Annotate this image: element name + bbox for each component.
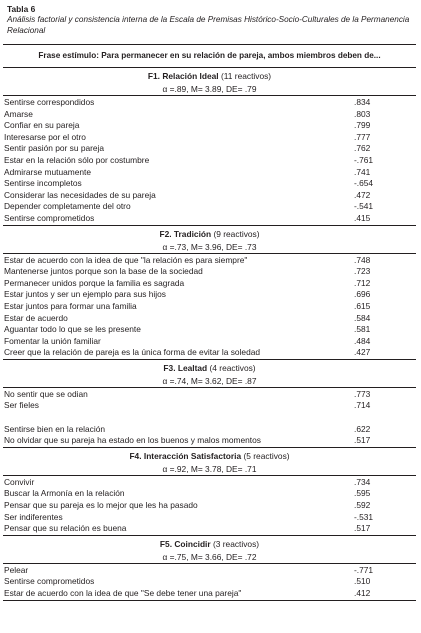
item-loading: -.531 [354, 511, 374, 522]
item-row [3, 109, 416, 121]
factor-header [3, 68, 416, 95]
factor-header [3, 536, 416, 563]
item-text: Estar de acuerdo con la idea de que "Se debe tener una pareja" [4, 588, 242, 598]
item-loading: .510 [354, 576, 371, 587]
item-row [3, 190, 416, 202]
item-row [3, 336, 416, 348]
factor-title [3, 68, 416, 83]
item-loading: .723 [354, 266, 371, 277]
item-loading [354, 412, 416, 424]
factor-name: F4. Interacción Satisfactoria [129, 450, 242, 461]
item-loading: .696 [354, 289, 371, 300]
table-number: Tabla 6 [7, 4, 36, 14]
item-text: Mantenerse juntos porque son la base de la sociedad [4, 266, 203, 277]
item-text: Sentirse correspondidos [4, 97, 95, 107]
item-text: No sentir que se odian [4, 388, 88, 399]
item-text: Estar en la relación sólo por costumbre [4, 154, 150, 165]
item-loading: .777 [354, 131, 371, 142]
item-row [3, 389, 416, 401]
table-title: Análisis factorial y consistencia interna de la Escala de Premisas Histórico-Socio-Culturales de la Permanencia Relacional [7, 15, 410, 35]
factor-header [3, 360, 416, 387]
factor-items [3, 388, 416, 447]
factor-title [3, 226, 416, 241]
item-row [3, 588, 416, 600]
item-loading: .592 [354, 500, 371, 511]
item-loading: .415 [354, 212, 371, 223]
item-loading: .484 [354, 335, 371, 346]
factor-title [3, 448, 416, 463]
factor-header [3, 226, 416, 253]
item-loading: .748 [354, 254, 371, 265]
factor-stats: α =.92, M= 3.78, DE= .71 [162, 463, 257, 474]
item-text: Amarse [4, 108, 33, 119]
item-text: Ser fieles [4, 400, 39, 411]
item-loading: .595 [354, 488, 371, 499]
item-text: Buscar la Armonía en la relación [4, 488, 125, 499]
item-row [3, 289, 416, 301]
table-caption [7, 4, 417, 36]
item-text: Fomentar la unión familiar [4, 335, 101, 346]
item-row [3, 324, 416, 336]
item-loading: -.771 [354, 564, 374, 575]
item-row [3, 512, 416, 524]
item-text [3, 412, 354, 424]
factor-stats: α =.75, M= 3.66, DE= .72 [162, 551, 257, 562]
item-text: Sentirse incompletos [4, 178, 82, 189]
item-row [3, 120, 416, 132]
item-row [3, 424, 416, 436]
item-text: Pelear [4, 564, 29, 575]
item-row [3, 301, 416, 313]
item-row [3, 477, 416, 489]
item-loading: .834 [354, 97, 371, 107]
item-loading: .799 [354, 120, 371, 131]
item-text: No olvidar que su pareja ha estado en los buenos y malos momentos [4, 435, 261, 446]
stimulus-header: Frase estímulo: Para permanecer en su relación de pareja, ambos miembros deben de... [38, 50, 381, 60]
item-loading: .581 [354, 324, 371, 335]
item-row [3, 278, 416, 290]
item-loading: .741 [354, 166, 371, 177]
item-row [3, 400, 416, 412]
item-row [3, 255, 416, 267]
item-loading: .762 [354, 143, 371, 154]
factor-items [3, 254, 416, 359]
item-text: Sentirse bien en la relación [4, 423, 106, 434]
item-loading: .622 [354, 423, 371, 434]
factor-name: F2. Tradición [159, 228, 212, 239]
item-row [3, 500, 416, 512]
item-loading: -.541 [354, 201, 374, 212]
item-text: Creer que la relación de pareja es la única forma de evitar la soledad [4, 347, 261, 358]
item-loading: .803 [354, 108, 371, 119]
factor-items [3, 96, 416, 225]
factor-stats: α =.73, M= 3.96, DE= .73 [162, 241, 257, 252]
item-text: Estar de acuerdo [4, 312, 68, 323]
item-row [3, 97, 416, 109]
factor-item-count: (3 reactivos) [212, 538, 260, 549]
item-text: Sentirse comprometidos [4, 212, 95, 223]
item-row [3, 266, 416, 278]
item-loading: .712 [354, 277, 371, 288]
item-text: Estar juntos para formar una familia [4, 300, 137, 311]
item-row [3, 167, 416, 179]
item-loading: .615 [354, 300, 371, 311]
factor-item-count: (11 reactivos) [220, 71, 272, 81]
item-row [3, 313, 416, 325]
factor-name: F3. Lealtad [163, 362, 208, 373]
factor-item-count: (5 reactivos) [243, 450, 290, 461]
item-text: Admirarse mutuamente [4, 166, 92, 177]
item-text: Confiar en su pareja [4, 120, 80, 131]
item-row [3, 488, 416, 500]
factor-header [3, 448, 416, 475]
item-row [3, 213, 416, 225]
item-row [3, 523, 416, 535]
item-text: Aguantar todo lo que se les presente [4, 324, 141, 335]
item-loading: .517 [354, 523, 371, 534]
item-row [3, 435, 416, 447]
factor-title [3, 360, 416, 375]
factor-name: F1. Relación Ideal [147, 71, 219, 81]
item-text: Interesarse por el otro [4, 131, 86, 142]
item-text: Convivir [4, 476, 35, 487]
bottom-rule [3, 600, 416, 601]
factor-stats: α =.89, M= 3.89, DE= .79 [162, 84, 257, 94]
item-loading: .517 [354, 435, 371, 446]
factor-table [3, 44, 416, 601]
item-loading: .427 [354, 347, 371, 358]
item-loading: -.761 [354, 154, 374, 165]
item-text: Pensar que su relación es buena [4, 523, 127, 534]
item-loading: .714 [354, 400, 371, 411]
item-loading: .472 [354, 189, 371, 200]
item-loading: -.654 [354, 178, 374, 189]
item-row [3, 143, 416, 155]
factor-item-count: (4 reactivos) [209, 362, 256, 373]
item-text: Sentirse comprometidos [4, 576, 95, 587]
item-loading: .412 [354, 588, 371, 598]
item-text: Estar juntos y ser un ejemplo para sus hijos [4, 289, 166, 300]
item-row [3, 201, 416, 213]
item-text: Sentir pasión por su pareja [4, 143, 105, 154]
item-text: Considerar las necesidades de su pareja [4, 189, 156, 200]
factor-sections [3, 67, 416, 600]
item-row [3, 565, 416, 577]
item-row [3, 132, 416, 144]
factor-stats: α =.74, M= 3.62, DE= .87 [162, 375, 257, 386]
item-row [3, 412, 416, 424]
item-text: Estar de acuerdo con la idea de que "la relación es para siempre" [4, 254, 248, 265]
item-loading: .773 [354, 388, 371, 399]
item-row [3, 178, 416, 190]
item-row [3, 576, 416, 588]
factor-item-count: (9 reactivos) [213, 228, 260, 239]
item-text: Depender completamente del otro [4, 201, 131, 212]
item-text: Pensar que su pareja es lo mejor que les ha pasado [4, 500, 198, 511]
item-text: Ser indiferentes [4, 511, 63, 522]
item-row [3, 155, 416, 167]
item-loading: .584 [354, 312, 371, 323]
item-text: Permanecer unidos porque la familia es sagrada [4, 277, 185, 288]
item-row [3, 347, 416, 359]
factor-items [3, 564, 416, 600]
factor-title [3, 536, 416, 551]
factor-name: F5. Coincidir [159, 538, 211, 549]
item-loading: .734 [354, 476, 371, 487]
factor-items [3, 476, 416, 535]
